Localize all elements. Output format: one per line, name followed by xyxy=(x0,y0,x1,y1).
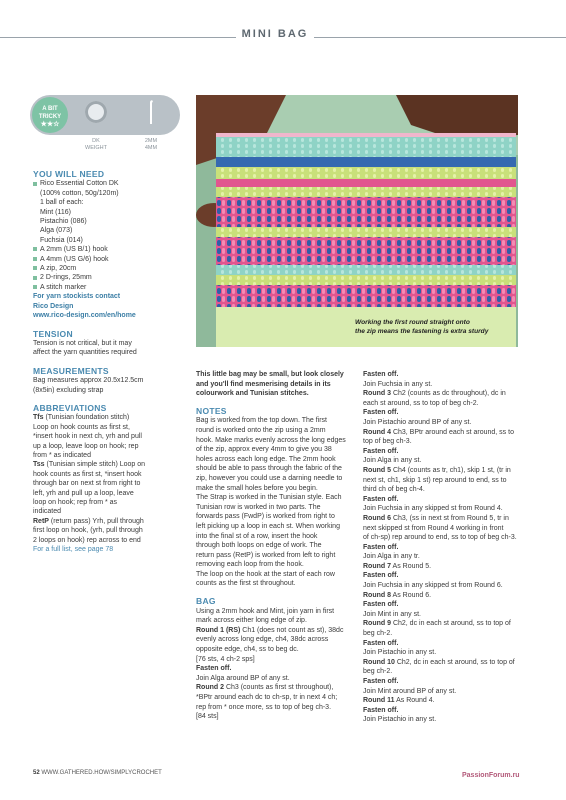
yarn-weight-line-2: WEIGHT xyxy=(85,145,107,151)
stockists-line-2: Rico Design xyxy=(33,302,74,310)
round-line xyxy=(363,466,523,476)
watermark: PassionForum.ru xyxy=(462,772,520,779)
crochet-hook-icon xyxy=(147,99,155,125)
hook-size-line-1: 2MM xyxy=(144,138,158,144)
notes-line: through both loops on edge of work. The xyxy=(196,542,322,550)
instruction-line: Join Fuchsia in any skipped st from Round 6. xyxy=(363,582,503,590)
round-text: As Round 4. xyxy=(394,697,435,705)
abbr-text: 2 loops on hook) rep across to end xyxy=(33,536,141,544)
abbr-text: first loop on hook, (yrh, pull through xyxy=(33,527,143,535)
abbr-text: Loop on hook counts as first st, xyxy=(33,423,130,431)
round-2 xyxy=(196,683,356,693)
you-will-need-heading: YOU WILL NEED xyxy=(33,169,105,179)
notes-line: holes across each long edge. The 2mm hook xyxy=(196,455,336,463)
notes-line: make the small holes before you begin. xyxy=(196,484,318,492)
instruction-line: next skipped st from Round 4 working in front xyxy=(363,524,504,532)
round-text: Ch3, (ss in next st from Round 5, tr in xyxy=(391,514,509,522)
abbr-text: through bar on next st from right to xyxy=(33,480,141,488)
skill-stars: ★★☆ xyxy=(40,121,60,128)
bag-photo xyxy=(196,95,518,347)
need-item: A 4mm (US G/6) hook xyxy=(33,255,183,264)
yarn-line-2: (100% cotton, 50g/120m) xyxy=(40,189,119,197)
skill-line-2: TRICKY xyxy=(38,114,62,120)
intro-line-3: colourwork and Tunisian stitches. xyxy=(196,390,309,398)
instruction-line: beg ch-2. xyxy=(363,668,393,676)
notes-heading: NOTES xyxy=(196,405,227,416)
instruction-line: of ch-sp) rep around to end, ss to top of beg ch-3. xyxy=(363,534,517,542)
abbreviations-heading: ABBREVIATIONS xyxy=(33,402,107,413)
round-line xyxy=(363,428,523,438)
notes-line: hook. Make marks evenly across the long edges xyxy=(196,436,346,444)
yarn-ball-icon xyxy=(85,101,107,123)
round-line xyxy=(363,658,523,668)
round-text: As Round 6. xyxy=(391,591,432,599)
round-text: [76 sts, 4 ch-2 sps] xyxy=(196,655,255,663)
instruction-line: Join Pistachio around BP of any st. xyxy=(363,418,472,426)
notes-line: left picking up a loop in each st. When working xyxy=(196,522,340,530)
round-text: Ch2 (counts as dc throughout), dc in xyxy=(391,390,506,398)
round-label: Round 7 xyxy=(363,562,391,570)
round-line xyxy=(363,591,523,601)
photo-caption xyxy=(355,318,517,336)
fasten-off: Fasten off. xyxy=(363,678,399,685)
notes-line: removing each loop from the hook. xyxy=(196,561,304,569)
fasten-off: Fasten off. xyxy=(363,409,399,417)
header-rule-left xyxy=(0,37,236,38)
measurements-line-1: Bag measures approx 20.5x12.5cm xyxy=(33,377,144,385)
round-text: Ch3, BPtr around each st around, ss to xyxy=(391,428,514,436)
instruction-line: next st, ch1, skip 1 st) rep around to end, ss to xyxy=(363,476,507,484)
notes-line: of the zip, approx every 4mm to give you 38 xyxy=(196,446,332,454)
round-label: Round 11 xyxy=(363,697,395,705)
round-line xyxy=(363,389,523,399)
instruction-line: Join Pistachio in any st. xyxy=(363,649,437,657)
notes-line: forwards pass (FwdP) is worked from right to xyxy=(196,513,335,521)
notes-line: The loop on the hook at the start of each row xyxy=(196,570,335,578)
abbr-text: indicated xyxy=(33,508,62,516)
page-title: MINI BAG xyxy=(241,28,309,40)
colour-item: Fuchsia (014) xyxy=(40,236,83,244)
instruction-line: top of beg ch-3. xyxy=(363,438,412,446)
abbr-text: (Tunisian foundation stitch) xyxy=(43,414,130,422)
notes-line: The Strap is worked in the Tunisian style. Each xyxy=(196,494,342,502)
instruction-line: Join Pistachio in any st. xyxy=(363,716,437,724)
skill-level-badge xyxy=(32,97,68,133)
notes-line: into the final st of a row, insert the hook xyxy=(196,532,318,540)
intro-section xyxy=(196,370,356,722)
intro-line-2: and you'll find mesmerising details in its xyxy=(196,380,331,388)
instruction-line: Join Fuchsia in any skipped st from Round 4. xyxy=(363,505,503,513)
bag-intro-line-2: mark across either long edge of zip. xyxy=(196,617,307,625)
page-number: 52 xyxy=(33,770,40,776)
fasten-off: Fasten off. xyxy=(363,371,399,378)
notes-line: return pass (RetP) is worked from left to right xyxy=(196,551,336,559)
hook-size-line-2: 4MM xyxy=(144,145,158,151)
round-label: Round 4 xyxy=(363,428,391,436)
notes-line: round is worked onto the zip using a 2mm xyxy=(196,426,326,434)
round-text: *BPtr around each dc to ch-sp, tr in next 4 ch; xyxy=(196,694,338,701)
abbr-text: *insert hook in next ch, yrh and pull xyxy=(33,433,142,441)
round-text: Ch2, dc in each st around, ss to top of xyxy=(391,620,511,628)
footer xyxy=(33,770,162,776)
abbr-tfs xyxy=(33,413,183,422)
round-text: Ch2, dc in each st around, ss to top of xyxy=(394,658,515,666)
yarn-line-1: Rico Essential Cotton DK xyxy=(33,179,183,188)
pattern-continued xyxy=(363,370,523,725)
round-text: evenly across long edge, ch4, 38dc across xyxy=(196,636,329,644)
fasten-off: Fasten off. xyxy=(363,495,399,503)
fasten-off: Fasten off. xyxy=(196,665,232,673)
tension-heading: TENSION xyxy=(33,328,73,339)
bag-heading: BAG xyxy=(196,596,216,607)
fasten-off: Fasten off. xyxy=(363,572,399,580)
colour-item: Alga (073) xyxy=(40,227,73,235)
instruction-line: beg ch-2. xyxy=(363,630,393,638)
skill-line-1: A BIT xyxy=(42,106,58,112)
round-line xyxy=(363,514,523,524)
tension-line-2: affect the yarn quantities required xyxy=(33,349,137,357)
round-line xyxy=(363,619,523,629)
round-text: Ch4 (counts as tr, ch1), skip 1 st, (tr in xyxy=(391,466,511,474)
footer-url[interactable]: WWW.GATHERED.HOW/SIMPLYCROCHET xyxy=(41,770,162,776)
measurements-heading: MEASUREMENTS xyxy=(33,365,109,376)
notes-line: Bag is worked from the top down. The first xyxy=(196,417,327,425)
bag-intro-line-1: Using a 2mm hook and Mint, join yarn in first xyxy=(196,607,335,615)
stockists-line-1: For yarn stockists contact xyxy=(33,293,121,301)
abbr-term: Tfs xyxy=(33,414,44,422)
round-text: [84 sts] xyxy=(196,713,219,721)
instruction-line: Join Alga in any tr. xyxy=(363,553,420,561)
notes-line: zip, however you could use a darning needle to xyxy=(196,474,343,482)
round-label: Round 9 xyxy=(363,620,391,628)
abbr-term: Tss xyxy=(33,461,45,469)
tension-line-1: Tension is not critical, but it may xyxy=(33,339,132,347)
measurements-line-2: (8x5in) excluding strap xyxy=(33,386,104,394)
round-label: Round 10 xyxy=(363,658,395,666)
stockists-link[interactable]: www.rico-design.com/en/home xyxy=(33,312,136,320)
round-label: Round 3 xyxy=(363,390,391,398)
skill-badges xyxy=(30,95,180,157)
instruction-line: Join Alga in any st. xyxy=(363,457,422,465)
round-text: As Round 5. xyxy=(391,562,432,570)
instruction-line: Join Mint around BP of any st. xyxy=(363,687,457,695)
instruction-line: each st around, ss to top of beg ch-2. xyxy=(363,399,479,407)
abbr-text: (Tunisian simple stitch) Loop on xyxy=(44,461,146,469)
notes-line: counts as the first st throughout. xyxy=(196,580,296,588)
round-text: Ch1 (does not count as st), 38dc xyxy=(240,626,344,634)
colour-item: Pistachio (086) xyxy=(40,218,87,226)
you-will-need-section xyxy=(33,170,183,554)
abbr-text: hook counts as first st, *insert hook xyxy=(33,470,142,478)
abbr-text: loop on hook; rep from * as xyxy=(33,499,118,506)
join-line: Join Alga around BP of any st. xyxy=(196,674,290,682)
abbr-retp xyxy=(33,517,183,526)
header-rule-right xyxy=(314,37,566,38)
round-label: Round 1 (RS) xyxy=(196,626,241,634)
fasten-off: Fasten off. xyxy=(363,639,399,647)
caption-line-1: Working the first round straight onto xyxy=(355,319,470,326)
need-item: A zip, 20cm xyxy=(33,264,183,273)
instruction-line: Join Mint in any st. xyxy=(363,610,421,618)
need-item: 2 D-rings, 25mm xyxy=(33,273,183,282)
round-label: Round 6 xyxy=(363,514,391,522)
fasten-off: Fasten off. xyxy=(363,601,399,609)
caption-line-2: the zip means the fastening is extra sturdy xyxy=(355,328,489,335)
need-item: A stitch marker xyxy=(33,283,183,292)
fasten-off: Fasten off. xyxy=(363,706,399,714)
yarn-weight-label xyxy=(82,138,110,152)
colour-item: Mint (116) xyxy=(40,208,71,216)
fasten-off: Fasten off. xyxy=(363,543,399,551)
round-label: Round 2 xyxy=(196,684,224,692)
hook-size-label xyxy=(138,138,164,152)
round-1 xyxy=(196,626,356,636)
abbr-text: from * as indicated xyxy=(33,451,91,459)
abbr-term: RetP xyxy=(33,517,49,525)
abbr-text: up a loop, leave loop on hook; rep xyxy=(33,442,139,450)
abbr-text: (return pass) Yrh, pull through xyxy=(48,517,144,525)
yarn-line-3: 1 ball of each: xyxy=(40,199,84,207)
round-label: Round 5 xyxy=(363,466,391,474)
abbr-tss xyxy=(33,460,183,469)
notes-line: Tunisian row is worked in two parts. The xyxy=(196,503,321,511)
round-label: Round 8 xyxy=(363,591,391,599)
round-text: Ch3 (counts as first st throughout), xyxy=(224,684,334,692)
intro-line-1: This little bag may be small, but look closely xyxy=(196,371,344,378)
fasten-off: Fasten off. xyxy=(363,447,399,455)
round-text: rep from * once more, ss to top of beg ch-3. xyxy=(196,703,332,711)
yarn-weight-line-1: DK xyxy=(92,138,100,144)
abbr-text: left, yrh and pull up a loop, leave xyxy=(33,489,134,497)
need-item: A 2mm (US B/1) hook xyxy=(33,245,183,254)
round-line xyxy=(363,696,523,706)
round-text: opposite edge, ch4, ss to beg dc. xyxy=(196,646,299,654)
full-list-link[interactable]: For a full list, see page 78 xyxy=(33,546,114,554)
notes-line: should be able to pass through the fabric of the xyxy=(196,465,342,473)
instruction-line: third ch of beg ch-4. xyxy=(363,486,425,494)
round-line xyxy=(363,562,523,572)
instruction-line: Join Fuchsia in any st. xyxy=(363,380,433,388)
